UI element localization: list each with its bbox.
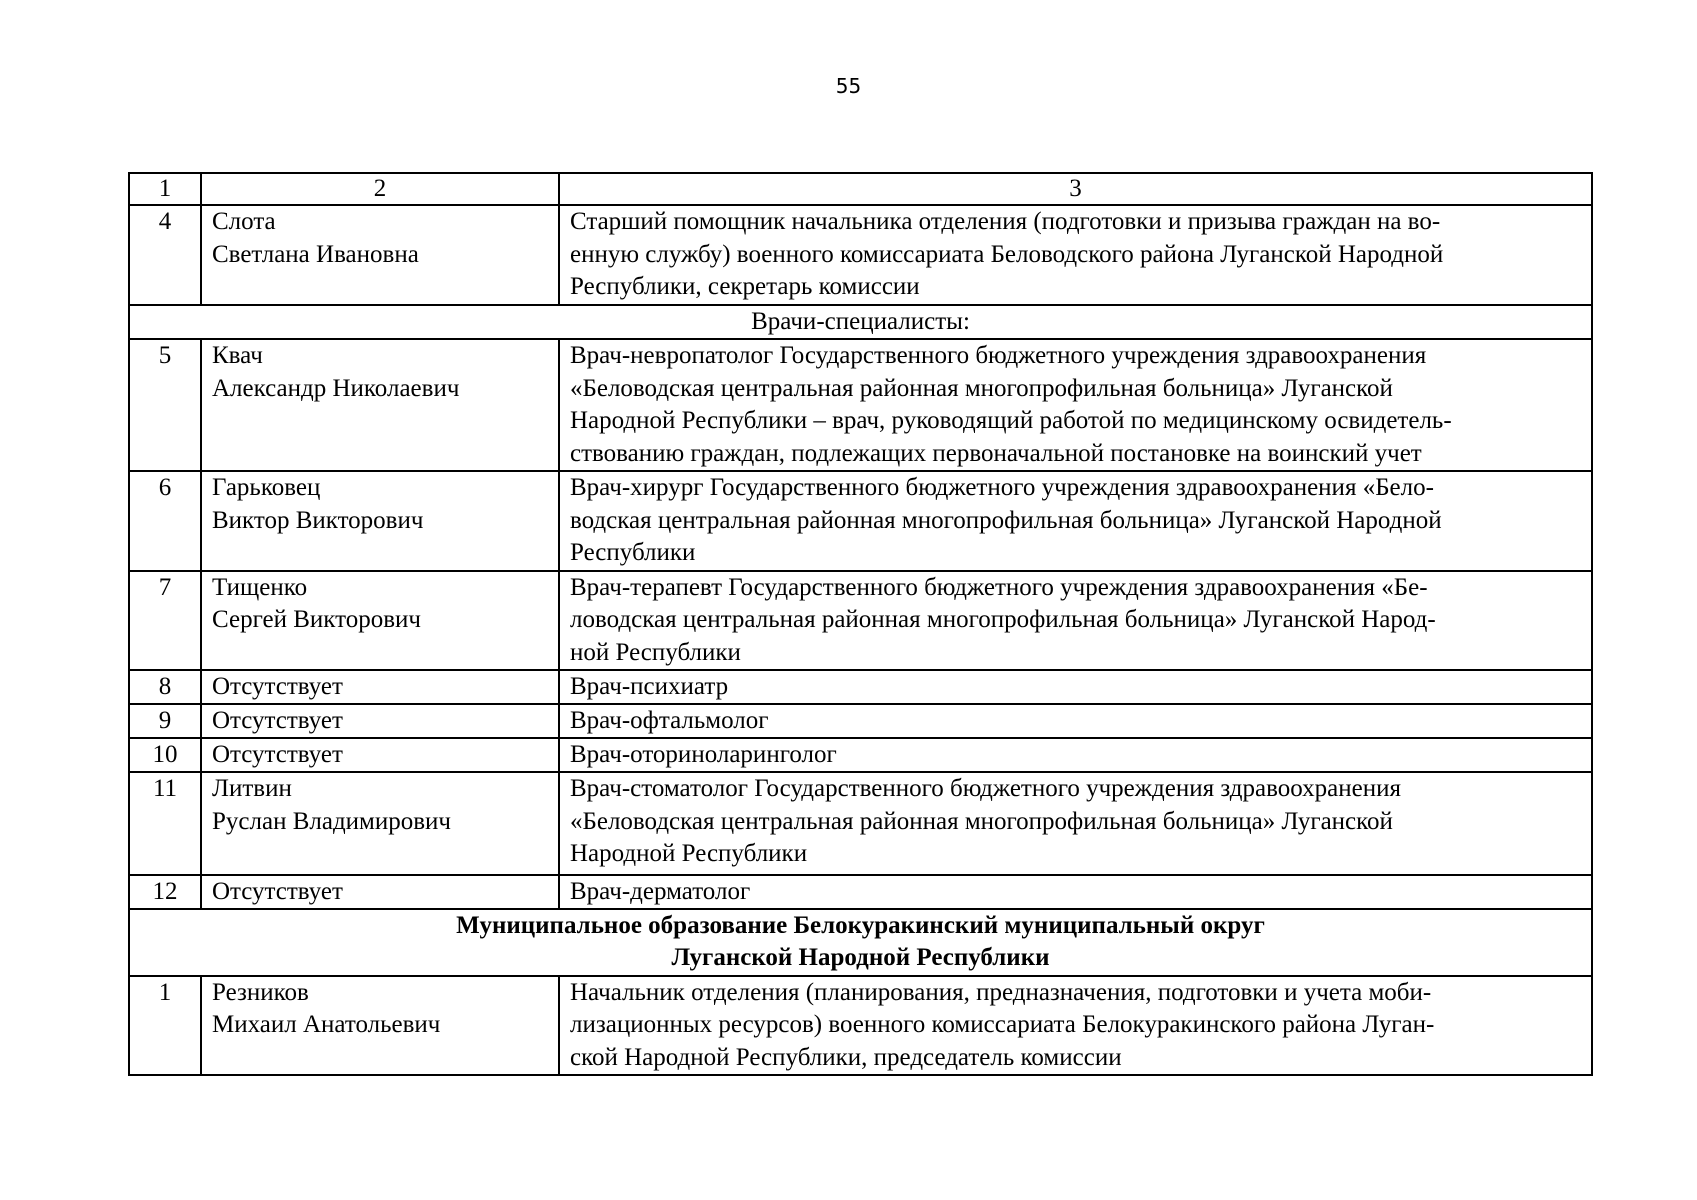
row-number: 8 — [129, 670, 201, 704]
position-line: Врач-оториноларинголог — [570, 741, 837, 768]
position-line: Народной Республики – врач, руководящий работой по медицинскому освидетель- — [570, 407, 1452, 434]
table-row — [129, 339, 1592, 471]
name-line: Отсутствует — [212, 877, 343, 905]
member-position — [559, 571, 1592, 671]
position-line: ной Республики — [570, 638, 741, 666]
member-name — [201, 339, 559, 471]
row-number: 6 — [129, 471, 201, 571]
member-name — [201, 738, 559, 772]
member-position — [559, 205, 1592, 305]
member-name — [201, 471, 559, 571]
section-row-doctors — [129, 305, 1592, 340]
table-row — [129, 976, 1592, 1076]
position-line: Начальник отделения (планирования, предназначения, подготовки и учета моби- — [570, 978, 1432, 1006]
page-number: 55 — [835, 74, 862, 98]
name-line: Резников — [212, 978, 309, 1006]
name-line: Тищенко — [212, 573, 308, 601]
section-title-line: Луганской Народной Республики — [671, 944, 1050, 971]
name-line: Светлана Ивановна — [212, 240, 419, 268]
table-row — [129, 875, 1592, 909]
row-number: 5 — [129, 339, 201, 471]
row-number: 11 — [129, 772, 201, 875]
position-line: Врач-терапевт Государственного бюджетного учреждения здравоохранения «Бе- — [570, 573, 1428, 601]
commission-table — [128, 172, 1593, 1076]
member-name — [201, 772, 559, 875]
member-position — [559, 772, 1592, 875]
table-row — [129, 571, 1592, 671]
position-line: Старший помощник начальника отделения (подготовки и призыва граждан на во- — [570, 208, 1441, 235]
member-position — [559, 471, 1592, 571]
position-line: ствованию граждан, подлежащих первоначальной постановке на воинский учет — [570, 439, 1422, 467]
position-line: «Беловодская центральная районная многопрофильная больница» Луганской — [570, 374, 1393, 402]
column-header-name: 2 — [201, 173, 559, 205]
position-line: лизационных ресурсов) военного комиссариата Белокуракинского района Луган- — [570, 1011, 1435, 1038]
table-row — [129, 471, 1592, 571]
row-number: 7 — [129, 571, 201, 671]
name-line: Отсутствует — [212, 741, 343, 768]
position-line: ловодская центральная районная многопрофильная больница» Луганской Народ- — [570, 606, 1436, 633]
position-line: Врач-дерматолог — [570, 877, 751, 905]
row-number: 9 — [129, 704, 201, 738]
position-line: Врач-невропатолог Государственного бюджетного учреждения здравоохранения — [570, 342, 1427, 369]
position-line: Врач-психиатр — [570, 673, 729, 700]
member-position — [559, 339, 1592, 471]
column-header-number: 1 — [129, 173, 201, 205]
member-position — [559, 875, 1592, 909]
position-line: Республики, секретарь комиссии — [570, 273, 920, 300]
table-row — [129, 738, 1592, 772]
section-title-line: Муниципальное образование Белокуракинский муниципальный округ — [456, 911, 1265, 939]
name-line: Квач — [212, 342, 263, 369]
table-row — [129, 205, 1592, 305]
section-title-doctors: Врачи-специалисты: — [129, 305, 1592, 340]
position-line: ской Народной Республики, председатель комиссии — [570, 1043, 1122, 1071]
member-position — [559, 976, 1592, 1076]
position-line: енную службу) военного комиссариата Беловодского района Луганской Народной — [570, 240, 1444, 268]
section-title-municipality — [129, 909, 1592, 976]
member-name — [201, 875, 559, 909]
table-row — [129, 772, 1592, 875]
position-line: Народной Республики — [570, 840, 808, 867]
table-header-row — [129, 173, 1592, 205]
position-line: Врач-хирург Государственного бюджетного учреждения здравоохранения «Бело- — [570, 474, 1434, 501]
table-row — [129, 670, 1592, 704]
table-row — [129, 704, 1592, 738]
position-line: Врач-офтальмолог — [570, 707, 769, 734]
row-number: 10 — [129, 738, 201, 772]
member-position — [559, 738, 1592, 772]
member-name — [201, 704, 559, 738]
position-line: Врач-стоматолог Государственного бюджетного учреждения здравоохранения — [570, 775, 1401, 802]
row-number: 4 — [129, 205, 201, 305]
name-line: Виктор Викторович — [212, 506, 424, 534]
name-line: Сергей Викторович — [212, 606, 421, 633]
member-position — [559, 670, 1592, 704]
member-position — [559, 704, 1592, 738]
name-line: Слота — [212, 208, 276, 235]
member-name — [201, 571, 559, 671]
name-line: Михаил Анатольевич — [212, 1011, 441, 1038]
row-number: 1 — [129, 976, 201, 1076]
column-header-position: 3 — [559, 173, 1592, 205]
member-name — [201, 670, 559, 704]
member-name — [201, 976, 559, 1076]
section-row-municipality — [129, 909, 1592, 976]
member-name — [201, 205, 559, 305]
name-line: Александр Николаевич — [212, 374, 460, 402]
name-line: Отсутствует — [212, 707, 343, 734]
position-line: Республики — [570, 539, 696, 566]
position-line: «Беловодская центральная районная многопрофильная больница» Луганской — [570, 807, 1393, 835]
name-line: Руслан Владимирович — [212, 807, 452, 835]
name-line: Гарьковец — [212, 474, 321, 501]
row-number: 12 — [129, 875, 201, 909]
name-line: Отсутствует — [212, 673, 343, 700]
position-line: водская центральная районная многопрофильная больница» Луганской Народной — [570, 506, 1442, 534]
name-line: Литвин — [212, 775, 292, 802]
